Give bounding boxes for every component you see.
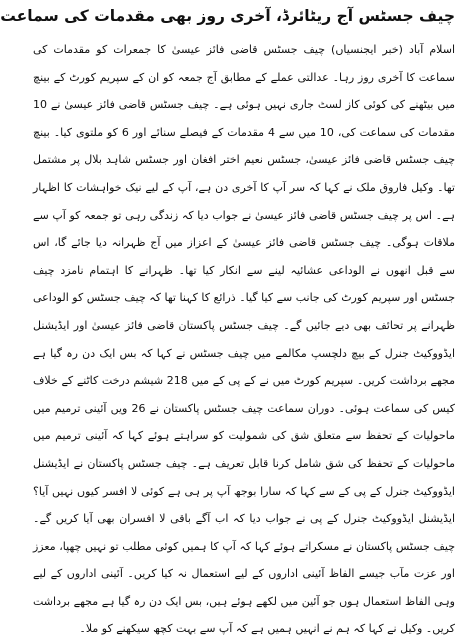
news-article — [0, 4, 456, 636]
article-body: اسلام آباد (خبر ایجنسیاں) چیف جسٹس قاضی فائز عیسیٰ کا جمعرات کو مقدمات کی سماعت کا آخری روز رہا۔ عدالتی عملے کے مطابق آج جمعہ کو ان کے سپریم کورٹ کے بینچ میں بیٹھنے کی کوئی کاز لسٹ جاری نہیں ہوئی ہے۔ چیف جسٹس قاضی فائز عیسیٰ نے 10 مقدمات کی سماعت کی، 10 میں سے 4 مقدمات کے فیصلے سنائے اور 6 کو ملتوی کیا۔ بینچ چیف جسٹس قاضی فائز عیسیٰ، جسٹس نعیم اختر افغان اور جسٹس شاہد بلال پر مشتمل تھا۔ وکیل فاروق ملک نے کہا کہ سر آپ کا آخری دن ہے، آپ کے لیے نیک خواہشات کا اظہار ہے۔ اس پر چیف جسٹس قاضی فائز عیسیٰ نے جواب دیا کہ زندگی رہی تو جمعہ کو آپ سے ملاقات ہوگی۔ چیف جسٹس قاضی فائز عیسیٰ کے اعزاز میں آج ظہرانہ دیا جائے گا، اس سے قبل انھوں نے الوداعی عشائیہ لینے سے انکار کیا تھا۔ ظہرانے کا اہتمام نامزد چیف جسٹس اور سپریم کورٹ کی جانب سے کیا گیا۔ ذرائع کا کہنا تھا کہ چیف جسٹس کو الوداعی ظہرانے پر تحائف بھی دیے جائیں گے۔ چیف جسٹس پاکستان قاضی فائز عیسیٰ اور ایڈیشنل ایڈووکیٹ جنرل کے بیچ دلچسپ مکالمے میں چیف جسٹس نے کہا کہ بس ایک دن رہ گیا ہے مجھے برداشت کریں۔ سپریم کورٹ میں نے کے پی کے میں 218 شیشم درخت کاٹنے کے خلاف کیس کی سماعت ہوئی۔ دوران سماعت چیف جسٹس پاکستان نے 26 ویں آئینی ترمیم میں ماحولیات کے تحفظ سے متعلق شق کی شمولیت کو سراہتے ہوئے کہا کہ آئینی ترمیم میں ماحولیات کے تحفظ کی شق شامل کرنا قابل تعریف ہے۔ چیف جسٹس پاکستان نے ایڈیشنل ایڈووکیٹ جنرل کے پی کے سے کہا کہ سارا بوجھ آپ پر ہی ہے کوئی لا افسر کیوں نہیں آیا؟ ایڈیشنل ایڈووکیٹ جنرل کے پی نے جواب دیا کہ اب آگے باقی لا افسران بھی آیا کریں گے۔ چیف جسٹس پاکستان نے مسکراتے ہوئے کہا کہ آپ کا ہمیں کوئی مطلب تو نہیں چھپا، معزز اور عزت مآب جیسے الفاظ آئینی اداروں کے لیے استعمال نہ کیا کریں۔ آئینی اداروں کے لیے وہی الفاظ استعمال ہوں جو آئین میں لکھے ہوئے ہیں، بس ایک دن رہ گیا ہے مجھے برداشت کریں۔ وکیل نے کہا کہ ہم نے انہیں ہمیں ہے کہ آپ سے بہت کچھ سیکھنے کو ملا۔ — [33, 43, 456, 636]
article-headline: چیف جسٹس آج ریٹائرڈ، آخری روز بھی مقدمات کی سماعت — [0, 7, 455, 25]
